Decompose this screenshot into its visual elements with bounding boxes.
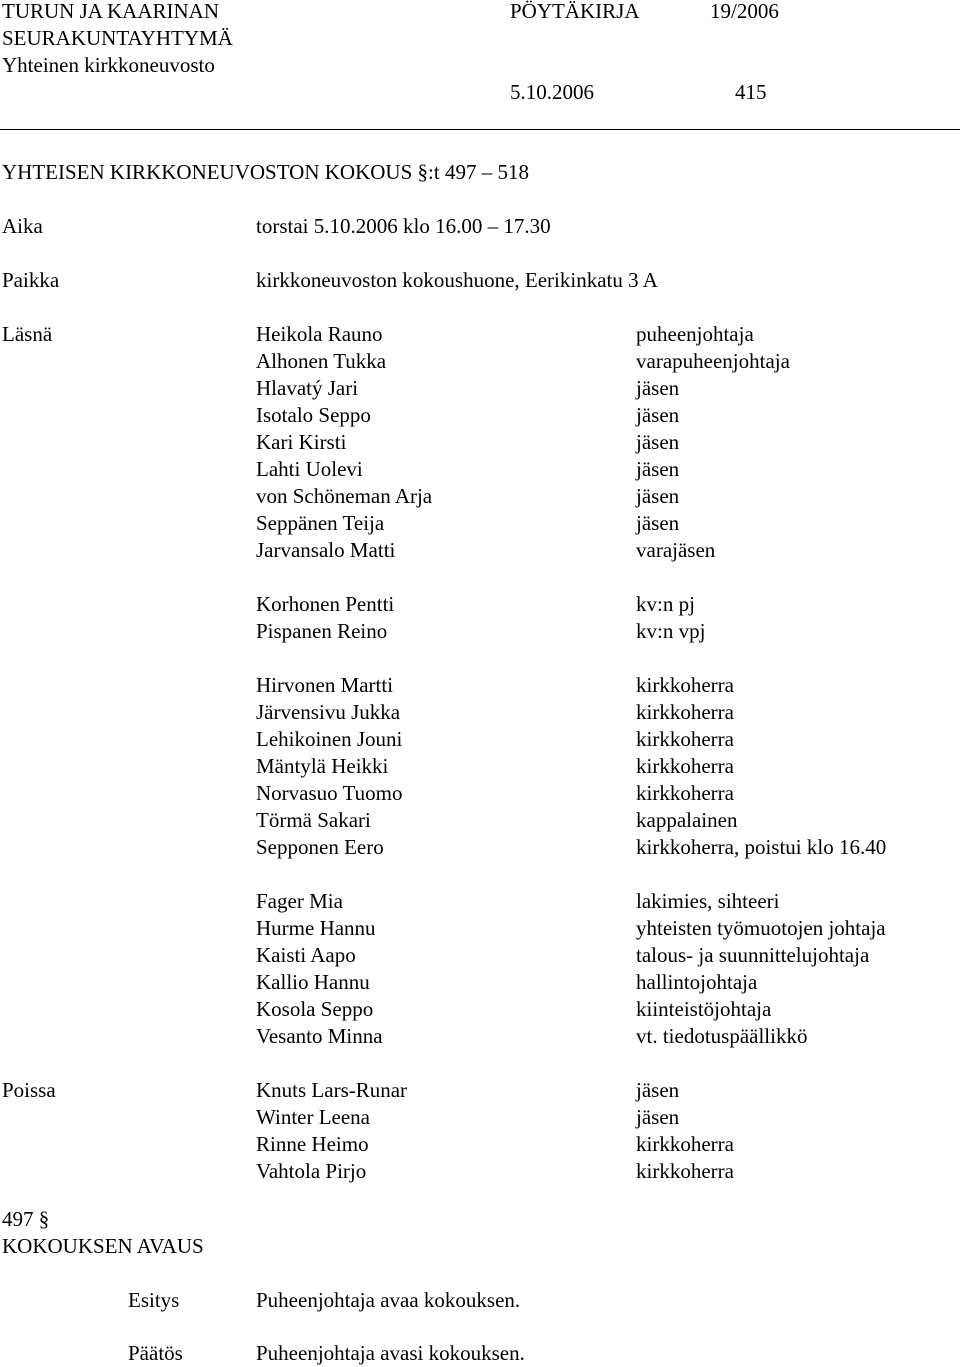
member-role: kirkkoherra	[636, 1132, 734, 1156]
member-name: Jarvansalo Matti	[256, 538, 396, 562]
member-role: jäsen	[636, 484, 680, 508]
member-name: Järvensivu Jukka	[256, 700, 401, 724]
list-item	[0, 348, 960, 375]
absent-label: Poissa	[2, 1078, 56, 1102]
member-role: kirkkoherra	[636, 727, 734, 751]
list-item	[0, 402, 960, 429]
doc-number: 19/2006	[710, 0, 779, 23]
member-role: kirkkoherra	[636, 781, 734, 805]
page-number: 415	[735, 80, 767, 104]
doc-date: 5.10.2006	[510, 80, 594, 104]
list-item	[0, 915, 960, 942]
member-name: Heikola Rauno	[256, 322, 383, 346]
spacer	[0, 564, 960, 591]
member-role: hallintojohtaja	[636, 970, 758, 994]
time-value: torstai 5.10.2006 klo 16.00 – 17.30	[256, 214, 551, 238]
list-item	[0, 321, 960, 348]
member-name: Rinne Heimo	[256, 1132, 369, 1156]
member-name: Kallio Hannu	[256, 970, 370, 994]
member-name: Knuts Lars-Runar	[256, 1078, 408, 1102]
proposal-label: Esitys	[128, 1288, 180, 1312]
header-divider	[0, 129, 960, 130]
member-name: Vahtola Pirjo	[256, 1159, 367, 1183]
list-item	[0, 591, 960, 618]
member-name: Hurme Hannu	[256, 916, 376, 940]
member-role: jäsen	[636, 1105, 680, 1129]
member-name: Hirvonen Martti	[256, 673, 394, 697]
member-role: kirkkoherra	[636, 1159, 734, 1183]
member-name: Isotalo Seppo	[256, 403, 371, 427]
member-role: kv:n pj	[636, 592, 695, 616]
member-role: yhteisten työmuotojen johtaja	[636, 916, 886, 940]
member-name: Törmä Sakari	[256, 808, 371, 832]
present-list	[0, 321, 960, 1185]
member-name: Kari Kirsti	[256, 430, 347, 454]
member-role: jäsen	[636, 511, 680, 535]
member-role: jäsen	[636, 457, 680, 481]
list-item	[0, 1131, 960, 1158]
list-item	[0, 1158, 960, 1185]
place-label: Paikka	[2, 268, 60, 292]
list-item	[0, 456, 960, 483]
member-role: vt. tiedotuspäällikkö	[636, 1024, 808, 1048]
doc-type: PÖYTÄKIRJA	[510, 0, 640, 23]
list-item	[0, 807, 960, 834]
decision-text: Puheenjohtaja avasi kokouksen.	[256, 1341, 525, 1365]
list-item	[0, 726, 960, 753]
member-role: jäsen	[636, 1078, 680, 1102]
spacer	[0, 645, 960, 672]
list-item	[0, 996, 960, 1023]
member-role: kirkkoherra, poistui klo 16.40	[636, 835, 887, 859]
member-name: Mäntylä Heikki	[256, 754, 389, 778]
member-role: kv:n vpj	[636, 619, 706, 643]
member-role: puheenjohtaja	[636, 322, 754, 346]
time-label: Aika	[2, 214, 43, 238]
member-name: Hlavatý Jari	[256, 376, 359, 400]
list-item	[0, 510, 960, 537]
section-number: 497 §	[2, 1207, 50, 1231]
list-item	[0, 834, 960, 861]
member-role: kappalainen	[636, 808, 738, 832]
member-name: Seppänen Teija	[256, 511, 385, 535]
member-name: Lehikoinen Jouni	[256, 727, 403, 751]
member-name: Pispanen Reino	[256, 619, 388, 643]
list-item	[0, 537, 960, 564]
org-name-line1: TURUN JA KAARINAN	[2, 0, 220, 23]
proposal-text: Puheenjohtaja avaa kokouksen.	[256, 1288, 521, 1312]
spacer	[0, 1050, 960, 1077]
member-role: kirkkoherra	[636, 700, 734, 724]
list-item	[0, 1104, 960, 1131]
list-item	[0, 483, 960, 510]
member-name: Fager Mia	[256, 889, 343, 913]
list-item	[0, 942, 960, 969]
spacer	[0, 861, 960, 888]
member-role: kirkkoherra	[636, 673, 734, 697]
member-name: Winter Leena	[256, 1105, 371, 1129]
member-role: varapuheenjohtaja	[636, 349, 790, 373]
list-item	[0, 780, 960, 807]
member-name: Korhonen Pentti	[256, 592, 395, 616]
member-role: talous- ja suunnittelujohtaja	[636, 943, 870, 967]
member-role: jäsen	[636, 376, 680, 400]
place-value: kirkkoneuvoston kokoushuone, Eerikinkatu 3 A	[256, 268, 658, 292]
section-title: KOKOUKSEN AVAUS	[2, 1234, 204, 1258]
page-title: YHTEISEN KIRKKONEUVOSTON KOKOUS §:t 497 – 518	[2, 160, 529, 184]
member-role: jäsen	[636, 403, 680, 427]
list-item	[0, 1077, 960, 1104]
list-item	[0, 969, 960, 996]
member-role: varajäsen	[636, 538, 716, 562]
list-item	[0, 753, 960, 780]
list-item	[0, 375, 960, 402]
member-name: Lahti Uolevi	[256, 457, 363, 481]
member-name: Alhonen Tukka	[256, 349, 387, 373]
member-name: Norvasuo Tuomo	[256, 781, 403, 805]
member-name: Vesanto Minna	[256, 1024, 383, 1048]
decision-label: Päätös	[128, 1341, 183, 1365]
org-name-line3: Yhteinen kirkkoneuvosto	[2, 53, 215, 77]
list-item	[0, 699, 960, 726]
list-item	[0, 1023, 960, 1050]
list-item	[0, 888, 960, 915]
member-role: lakimies, sihteeri	[636, 889, 780, 913]
member-role: kirkkoherra	[636, 754, 734, 778]
org-name-line2: SEURAKUNTAYHTYMÄ	[2, 26, 233, 50]
list-item	[0, 618, 960, 645]
member-role: jäsen	[636, 430, 680, 454]
list-item	[0, 429, 960, 456]
member-name: Kosola Seppo	[256, 997, 374, 1021]
member-name: Sepponen Eero	[256, 835, 384, 859]
member-name: Kaisti Aapo	[256, 943, 356, 967]
present-label: Läsnä	[2, 322, 53, 346]
member-role: kiinteistöjohtaja	[636, 997, 772, 1021]
member-name: von Schöneman Arja	[256, 484, 433, 508]
list-item	[0, 672, 960, 699]
